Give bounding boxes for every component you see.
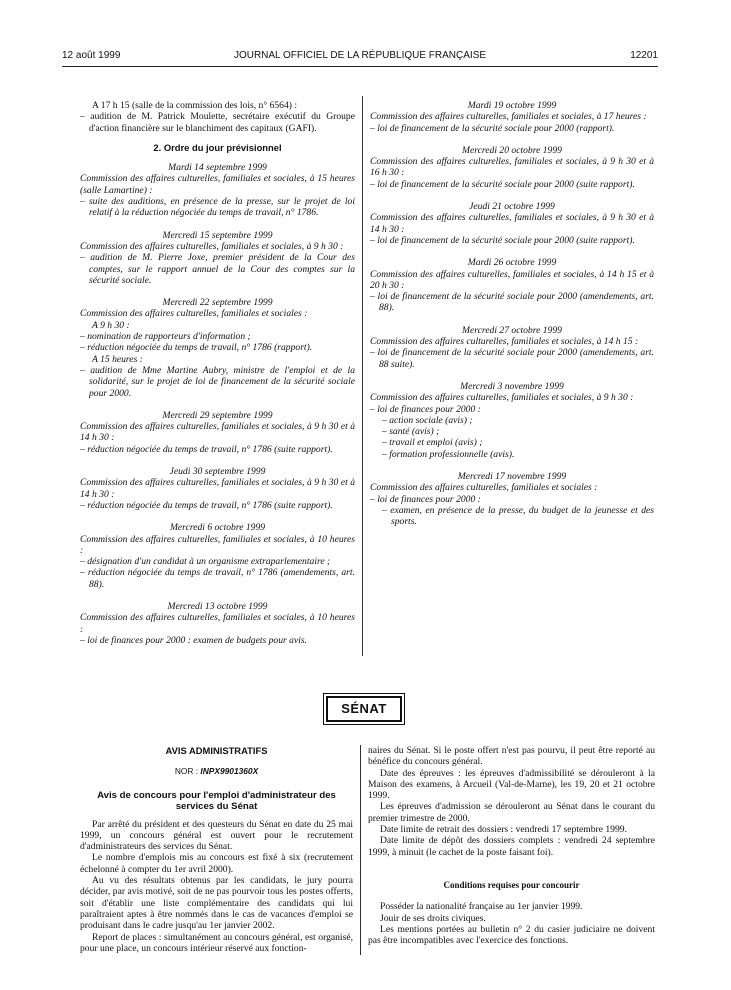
- agenda-date: Jeudi 30 septembre 1999: [169, 466, 266, 478]
- intro-item: – audition de M. Patrick Moulette, secrétaire exécutif du Groupe d'action financière sur le blanchiment des capitaux (GAFI).: [80, 111, 355, 134]
- agenda-subitem: – santé (avis) ;: [382, 426, 440, 438]
- notice-paragraph: Report de places : simultanément au concours général, est organisé, pour une place, un concours intérieur réservé aux fonction-: [80, 931, 353, 954]
- nor-code: INPX9901360X: [200, 766, 259, 777]
- commission-line: Commission des affaires culturelles, familiales et sociales, à 9 h 30 et à 16 h 30 :: [370, 156, 654, 179]
- commission-line: Commission des affaires culturelles, familiales et sociales, à 9 h 30 et à 14 h 30 :: [370, 212, 654, 235]
- header-rule: [62, 66, 658, 67]
- agenda-item: – loi de financement de la sécurité sociale pour 2000 (amendements, art. 88 suite).: [370, 347, 654, 370]
- commission-line: Commission des affaires culturelles, familiales et sociales, à 17 heures :: [370, 111, 647, 123]
- header-date: 12 août 1999: [62, 50, 121, 61]
- commission-line: Commission des affaires culturelles, familiales et sociales, à 10 heures :: [80, 533, 355, 556]
- notice-paragraph: Au vu des résultats obtenus par les candidats, le jury pourra décider, par avis motivé, soit de ne pas pourvoir tous les postes offerts, soit d'établir une liste complémentaire des candidats qui lui paraîtraient aptes à être nommés dans le cas de vacances d'emploi se produisant dans le cadre jusqu'au 1er janvier 2002.: [80, 875, 353, 932]
- commission-line: Commission des affaires culturelles, familiales et sociales, à 9 h 30 :: [370, 392, 634, 404]
- agenda-item: – loi de financement de la sécurité sociale pour 2000 (rapport).: [370, 122, 615, 134]
- agenda-date: Mercredi 17 novembre 1999: [457, 471, 567, 483]
- agenda-item: – audition de Mme Martine Aubry, ministre de l'emploi et de la solidarité, sur le projet de loi de financement de la sécurité sociale pour 2000.: [80, 364, 355, 399]
- agenda-item: – réduction négociée du temps de travail, n° 1786 (suite rapport).: [80, 499, 333, 511]
- agenda-subitem: – travail et emploi (avis) ;: [382, 437, 483, 449]
- agenda-block: [80, 230, 355, 286]
- agenda-time: A 9 h 30 :: [92, 319, 130, 331]
- agenda-block: [370, 381, 654, 460]
- agenda-date: Mardi 14 septembre 1999: [168, 162, 267, 174]
- agenda-block: [370, 325, 654, 370]
- column-divider: [362, 96, 363, 656]
- commission-line: Commission des affaires culturelles, familiales et sociales, à 9 h 30 et à 14 h 30 :: [80, 477, 355, 500]
- agenda-column-right: [370, 100, 654, 539]
- agenda-date: Jeudi 21 octobre 1999: [469, 201, 555, 213]
- agenda-item: – loi de finances pour 2000 : examen de budgets pour avis.: [80, 634, 308, 646]
- agenda-item: – réduction négociée du temps de travail, n° 1786 (rapport).: [80, 342, 313, 354]
- agenda-date: Mercredi 15 septembre 1999: [162, 229, 273, 241]
- notice-paragraph: Date des épreuves : les épreuves d'admissibilité se dérouleront à la Maison des examens, à Arcueil (Val-de-Marne), les 19, 20 et 21 octobre 1999.: [368, 767, 655, 802]
- agenda-item: – loi de finances pour 2000 :: [370, 493, 481, 505]
- agenda-date: Mercredi 6 octobre 1999: [169, 522, 266, 534]
- commission-line: Commission des affaires culturelles, familiales et sociales, à 14 h 15 et à 20 h 30 :: [370, 268, 654, 291]
- commission-line: Commission des affaires culturelles, familiales et sociales, à 14 h 15 :: [370, 336, 639, 348]
- notice-column-left: [80, 745, 353, 954]
- agenda-block: [80, 297, 355, 399]
- conditions-heading: Conditions requises pour concourir: [443, 879, 580, 890]
- notice-paragraph: Le nombre d'emplois mis au concours est fixé à six (recrutement échelonné à compter du 1er avril 2000).: [80, 852, 353, 875]
- header-page-number: 12201: [630, 50, 658, 61]
- avis-administratifs-heading: AVIS ADMINISTRATIFS: [165, 745, 268, 756]
- agenda-time: A 15 heures :: [92, 353, 143, 365]
- agenda-date: Mercredi 29 septembre 1999: [162, 409, 273, 421]
- notice-title: Avis de concours pour l'emploi d'administrateur des services du Sénat: [97, 789, 336, 812]
- agenda-subitem: – action sociale (avis) ;: [382, 414, 473, 426]
- agenda-block: [370, 100, 654, 134]
- notice-paragraph: Posséder la nationalité française au 1er janvier 1999.: [380, 901, 583, 913]
- section-title: 2. Ordre du jour prévisionnel: [153, 141, 282, 153]
- nor-reference: [80, 766, 353, 777]
- notice-paragraph: Les mentions portées au bulletin n° 2 du casier judiciaire ne doivent pas être incompatibles avec l'exercice des fonctions.: [368, 923, 655, 947]
- agenda-block: [80, 162, 355, 218]
- agenda-block: [370, 471, 654, 527]
- agenda-date: Mardi 19 octobre 1999: [467, 100, 557, 111]
- notice-paragraph: Jouir de ses droits civiques.: [380, 912, 486, 924]
- agenda-date: Mercredi 13 octobre 1999: [167, 600, 268, 612]
- commission-line: Commission des affaires culturelles, familiales et sociales, à 9 h 30 et à 14 h 30 :: [80, 421, 355, 444]
- header-journal-title: JOURNAL OFFICIEL DE LA RÉPUBLIQUE FRANÇAISE: [233, 50, 487, 61]
- agenda-item: – loi de financement de la sécurité sociale pour 2000 (amendements, art. 88).: [370, 291, 654, 314]
- notice-paragraph: Les épreuves d'admission se dérouleront au Sénat dans le courant du premier trimestre de 2000.: [368, 801, 655, 824]
- agenda-item: – loi de financement de la sécurité sociale pour 2000 (suite rapport).: [370, 234, 635, 246]
- notice-paragraph: Date limite de retrait des dossiers : vendredi 17 septembre 1999.: [380, 824, 627, 836]
- agenda-subitem: – formation professionnelle (avis).: [382, 448, 515, 460]
- notice-paragraph: Par arrêté du président et des questeurs du Sénat en date du 25 mai 1999, un concours général est ouvert pour le recrutement d'administrateurs des services du Sénat.: [80, 818, 353, 853]
- agenda-item: – suite des auditions, en présence de la presse, sur le projet de loi relatif à la réduction négociée du temps de travail, n° 1786.: [80, 196, 355, 219]
- agenda-date: Mercredi 3 novembre 1999: [460, 380, 564, 392]
- commission-line: Commission des affaires culturelles, familiales et sociales :: [370, 482, 598, 494]
- notice-paragraph: naires du Sénat. Si le poste offert n'est pas pourvu, il peut être reporté au bénéfice du concours général.: [368, 745, 655, 768]
- agenda-item: – désignation d'un candidat à un organisme extraparlementaire ;: [80, 556, 331, 568]
- commission-line: Commission des affaires culturelles, familiales et sociales, à 10 heures :: [80, 612, 355, 635]
- agenda-item: – nomination de rapporteurs d'information ;: [80, 331, 251, 343]
- agenda-column-left: [80, 100, 355, 657]
- agenda-block: [370, 145, 654, 190]
- notice-paragraph: Date limite de dépôt des dossiers complets : vendredi 24 septembre 1999, à minuit (le cachet de la poste faisant foi).: [368, 835, 655, 858]
- agenda-item: – réduction négociée du temps de travail, n° 1786 (amendements, art. 88).: [80, 567, 355, 590]
- agenda-block: [80, 522, 355, 590]
- agenda-date: Mercredi 20 octobre 1999: [462, 144, 562, 156]
- agenda-item: – réduction négociée du temps de travail, n° 1786 (suite rapport).: [80, 443, 333, 455]
- agenda-item: – loi de financement de la sécurité sociale pour 2000 (suite rapport).: [370, 178, 635, 190]
- agenda-date: Mercredi 22 septembre 1999: [162, 297, 273, 309]
- column-divider: [360, 745, 361, 955]
- agenda-block: [80, 466, 355, 511]
- agenda-item: – loi de finances pour 2000 :: [370, 403, 481, 415]
- intro-line: A 17 h 15 (salle de la commission des lois, n° 6564) :: [92, 100, 298, 111]
- agenda-block: [370, 201, 654, 246]
- agenda-date: Mercredi 27 octobre 1999: [462, 324, 562, 336]
- agenda-block: [80, 410, 355, 455]
- agenda-item: – audition de M. Pierre Joxe, premier président de la Cour des comptes, sur le rapport annuel de la Cour des comptes sur la sécurité sociale.: [80, 252, 355, 286]
- agenda-block: [370, 257, 654, 313]
- commission-line: Commission des affaires culturelles, familiales et sociales, à 9 h 30 :: [80, 240, 344, 252]
- agenda-block: [80, 601, 355, 646]
- notice-column-right: [368, 745, 655, 946]
- senat-heading-box: SÉNAT: [326, 696, 402, 722]
- agenda-date: Mardi 26 octobre 1999: [467, 257, 557, 269]
- commission-line: Commission des affaires culturelles, familiales et sociales, à 15 heures (salle Lamartine) :: [80, 173, 355, 196]
- nor-label: NOR :: [174, 766, 199, 777]
- agenda-subitem: – examen, en présence de la presse, du budget de la jeunesse et des sports.: [382, 504, 654, 528]
- commission-line: Commission des affaires culturelles, familiales et sociales :: [80, 308, 308, 320]
